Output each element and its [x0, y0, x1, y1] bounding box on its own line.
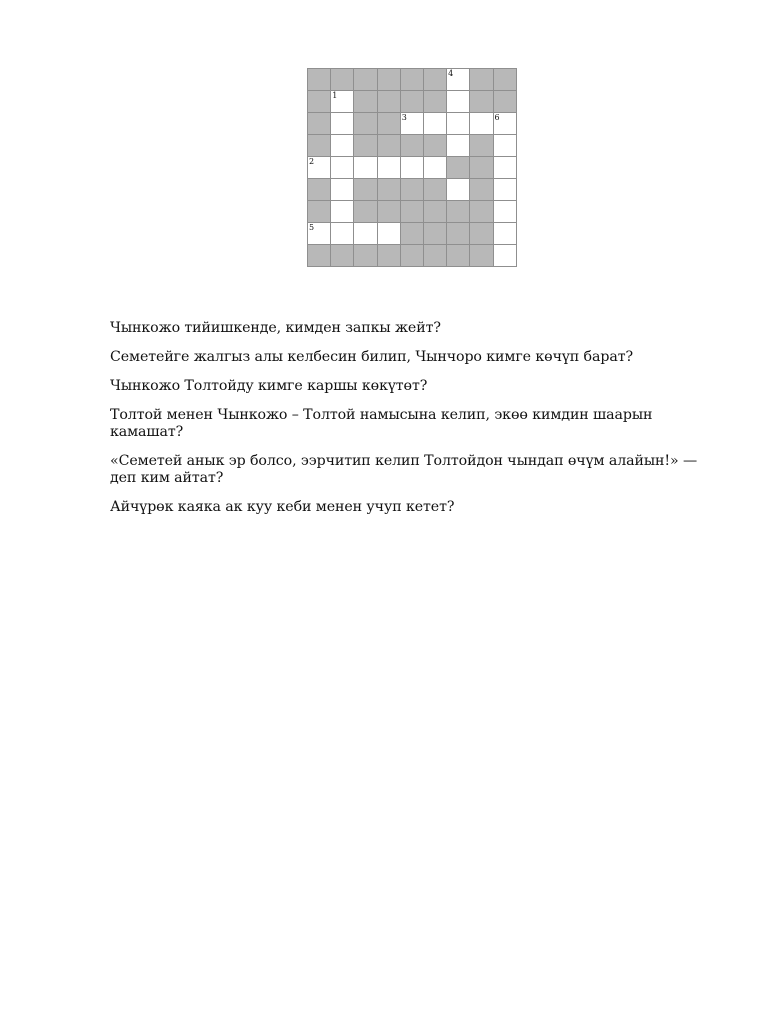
crossword-block-cell	[400, 69, 423, 91]
crossword-block-cell	[447, 223, 470, 245]
crossword-row	[308, 91, 517, 113]
crossword-block-cell	[308, 113, 331, 135]
crossword-block-cell	[470, 201, 493, 223]
crossword-cell[interactable]	[493, 135, 516, 157]
crossword-block-cell	[354, 179, 377, 201]
crossword-grid	[307, 68, 517, 267]
crossword-block-cell	[354, 69, 377, 91]
crossword-block-cell	[400, 91, 423, 113]
clue-number: 3	[401, 113, 407, 122]
crossword-block-cell	[331, 69, 354, 91]
crossword-block-cell	[447, 245, 470, 267]
crossword-block-cell	[354, 245, 377, 267]
crossword-cell[interactable]	[400, 157, 423, 179]
crossword-cell[interactable]	[354, 223, 377, 245]
crossword-block-cell	[470, 245, 493, 267]
crossword-cell[interactable]	[400, 113, 423, 135]
crossword-cell[interactable]	[447, 113, 470, 135]
crossword-block-cell	[354, 135, 377, 157]
question-list	[110, 320, 710, 528]
clue-number: 4	[448, 69, 454, 78]
crossword-cell[interactable]	[377, 223, 400, 245]
crossword-block-cell	[308, 245, 331, 267]
crossword-block-cell	[308, 201, 331, 223]
crossword-cell[interactable]	[331, 223, 354, 245]
clue-number: 5	[309, 223, 315, 232]
question-4: Толтой менен Чынкожо – Толтой намысына келип, экөө кимдин шаарын камашат?	[110, 407, 653, 440]
crossword-row	[308, 223, 517, 245]
crossword-block-cell	[331, 245, 354, 267]
crossword-block-cell	[447, 201, 470, 223]
crossword-block-cell	[423, 223, 446, 245]
crossword-row	[308, 69, 517, 91]
crossword-block-cell	[308, 135, 331, 157]
crossword-block-cell	[400, 201, 423, 223]
crossword-row	[308, 245, 517, 267]
crossword-cell[interactable]	[447, 69, 470, 91]
crossword-block-cell	[377, 245, 400, 267]
crossword-block-cell	[493, 69, 516, 91]
crossword-block-cell	[354, 201, 377, 223]
crossword-cell[interactable]	[331, 201, 354, 223]
crossword-cell[interactable]	[493, 113, 516, 135]
crossword-block-cell	[423, 179, 446, 201]
crossword-block-cell	[400, 135, 423, 157]
crossword-cell[interactable]	[493, 245, 516, 267]
crossword-block-cell	[354, 91, 377, 113]
crossword-cell[interactable]	[354, 157, 377, 179]
crossword-cell[interactable]	[331, 91, 354, 113]
question-6: Айчүрөк каяка ак куу кеби менен учуп кетет?	[110, 499, 455, 515]
crossword-cell[interactable]	[423, 157, 446, 179]
crossword-block-cell	[354, 113, 377, 135]
crossword-cell[interactable]	[423, 113, 446, 135]
crossword-block-cell	[470, 157, 493, 179]
crossword-cell[interactable]	[493, 201, 516, 223]
crossword-row	[308, 201, 517, 223]
crossword-block-cell	[308, 179, 331, 201]
crossword-block-cell	[308, 69, 331, 91]
crossword-block-cell	[470, 69, 493, 91]
crossword-cell[interactable]	[447, 91, 470, 113]
crossword-block-cell	[400, 179, 423, 201]
crossword-block-cell	[377, 113, 400, 135]
question-2: Семетейге жалгыз алы келбесин билип, Чынчоро кимге көчүп барат?	[110, 349, 633, 365]
crossword-block-cell	[470, 91, 493, 113]
crossword-row	[308, 135, 517, 157]
question-3: Чынкожо Толтойду кимге каршы көкүтөт?	[110, 378, 428, 394]
crossword-cell[interactable]	[493, 157, 516, 179]
question-1: Чынкожо тийишкенде, кимден запкы жейт?	[110, 320, 441, 336]
clue-number: 2	[309, 157, 315, 166]
crossword-block-cell	[423, 91, 446, 113]
crossword-block-cell	[377, 91, 400, 113]
clue-number: 1	[332, 91, 338, 100]
crossword-block-cell	[447, 157, 470, 179]
crossword-cell[interactable]	[493, 223, 516, 245]
crossword-cell[interactable]	[331, 113, 354, 135]
crossword-cell[interactable]	[331, 179, 354, 201]
crossword-block-cell	[308, 91, 331, 113]
crossword-block-cell	[423, 135, 446, 157]
crossword-row	[308, 113, 517, 135]
crossword-block-cell	[400, 245, 423, 267]
crossword-block-cell	[423, 245, 446, 267]
question-5: «Семетей анык эр болсо, ээрчитип келип Толтойдон чындап өчүм алайын!» — деп ким айтат?	[110, 453, 698, 486]
crossword-block-cell	[423, 69, 446, 91]
crossword-cell[interactable]	[447, 135, 470, 157]
crossword-cell[interactable]	[308, 223, 331, 245]
crossword-block-cell	[470, 179, 493, 201]
crossword-block-cell	[423, 201, 446, 223]
crossword-cell[interactable]	[447, 179, 470, 201]
crossword-block-cell	[493, 91, 516, 113]
crossword-block-cell	[377, 135, 400, 157]
crossword-cell[interactable]	[470, 113, 493, 135]
crossword-block-cell	[377, 69, 400, 91]
crossword-row	[308, 179, 517, 201]
crossword-block-cell	[400, 223, 423, 245]
crossword-cell[interactable]	[331, 135, 354, 157]
crossword-block-cell	[377, 179, 400, 201]
crossword-cell[interactable]	[493, 179, 516, 201]
clue-number: 6	[494, 113, 500, 122]
crossword-row	[308, 157, 517, 179]
crossword-cell[interactable]	[377, 157, 400, 179]
crossword-cell[interactable]	[331, 157, 354, 179]
crossword-block-cell	[470, 223, 493, 245]
crossword-block-cell	[377, 201, 400, 223]
crossword-cell[interactable]	[308, 157, 331, 179]
crossword-block-cell	[470, 135, 493, 157]
